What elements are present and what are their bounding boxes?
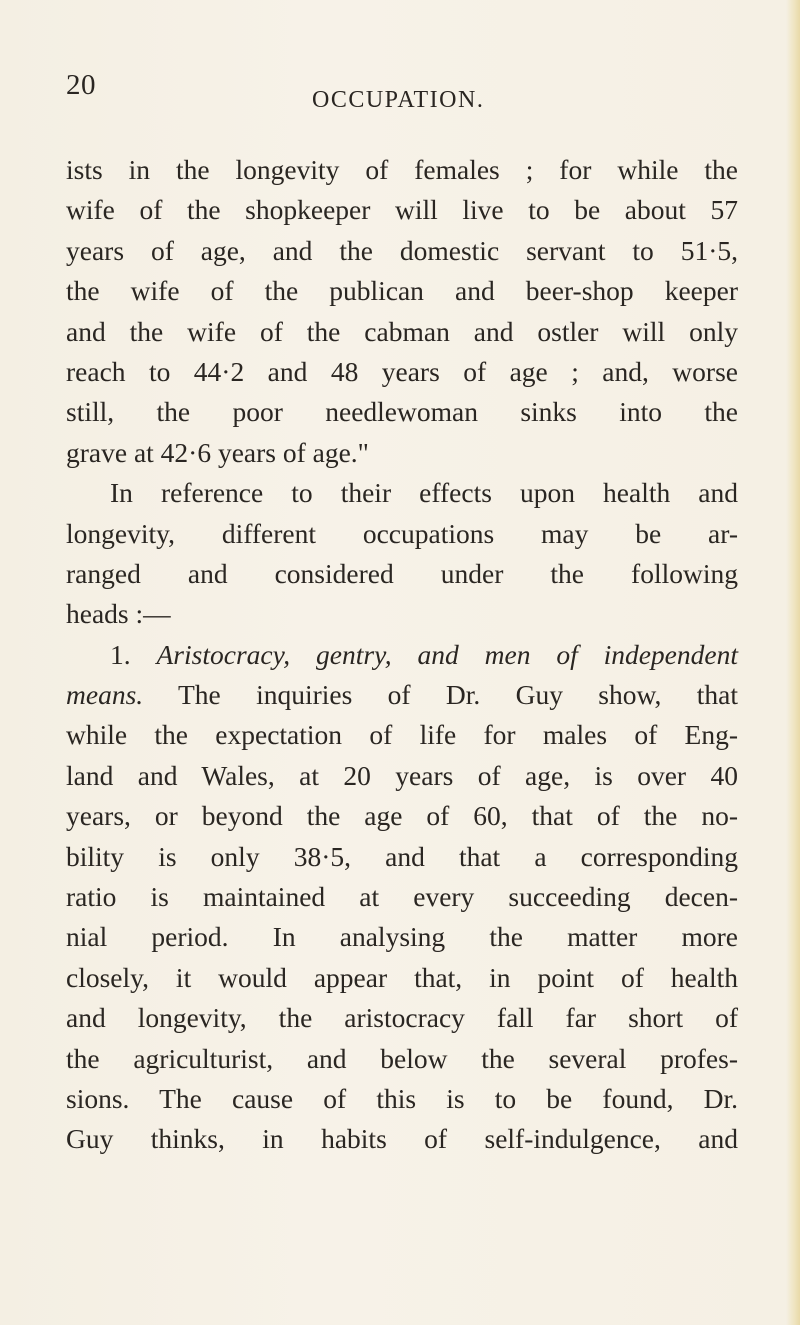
- running-title: OCCUPATION.: [312, 87, 485, 113]
- text-line: ranged and considered under the following: [66, 557, 738, 589]
- text-line: nial period. In analysing the matter more: [66, 921, 738, 953]
- text-line: closely, it would appear that, in point of health: [66, 961, 738, 993]
- text-line: bility is only 38·5, and that a corresponding: [66, 840, 738, 872]
- text-line: In reference to their effects upon health and: [110, 477, 738, 509]
- text-line: ratio is maintained at every succeeding decen-: [66, 881, 738, 913]
- body-text: [66, 150, 738, 1160]
- text-line: the agriculturist, and below the several profes-: [66, 1042, 738, 1074]
- text-line: years, or beyond the age of 60, that of the no-: [66, 800, 738, 832]
- page-number: 20: [66, 69, 96, 101]
- text-line: ists in the longevity of females ; for while the: [66, 154, 738, 185]
- text-line: heads :—: [66, 598, 171, 630]
- text-line: reach to 44·2 and 48 years of age ; and, worse: [66, 355, 738, 387]
- section-heading-line: [66, 635, 738, 675]
- text-line: longevity, different occupations may be ar-: [66, 517, 738, 549]
- section-heading-line-continued: [66, 675, 738, 715]
- text-line: the wife of the publican and beer-shop keeper: [66, 275, 738, 307]
- text-line: years of age, and the domestic servant to 51·5,: [66, 234, 738, 266]
- section-number: 1.: [110, 638, 131, 670]
- section-title-end: means.: [66, 679, 144, 711]
- text-line: land and Wales, at 20 years of age, is over 40: [66, 759, 738, 791]
- text-line: still, the poor needlewoman sinks into the: [66, 396, 738, 428]
- text-line: sions. The cause of this is to be found, Dr.: [66, 1082, 738, 1114]
- section-text: The inquiries of Dr. Guy show, that: [143, 679, 738, 711]
- page-edge: [786, 0, 800, 1325]
- text-line: while the expectation of life for males of Eng-: [66, 719, 738, 751]
- text-line: wife of the shopkeeper will live to be about 57: [66, 194, 738, 226]
- text-line: and longevity, the aristocracy fall far short of: [66, 1002, 738, 1034]
- text-line: Guy thinks, in habits of self-indulgence, and: [66, 1123, 738, 1155]
- text-line: grave at 42·6 years of age.": [66, 436, 369, 468]
- text-line: and the wife of the cabman and ostler will only: [66, 315, 738, 347]
- section-title: Aristocracy, gentry, and men of independent: [156, 638, 738, 670]
